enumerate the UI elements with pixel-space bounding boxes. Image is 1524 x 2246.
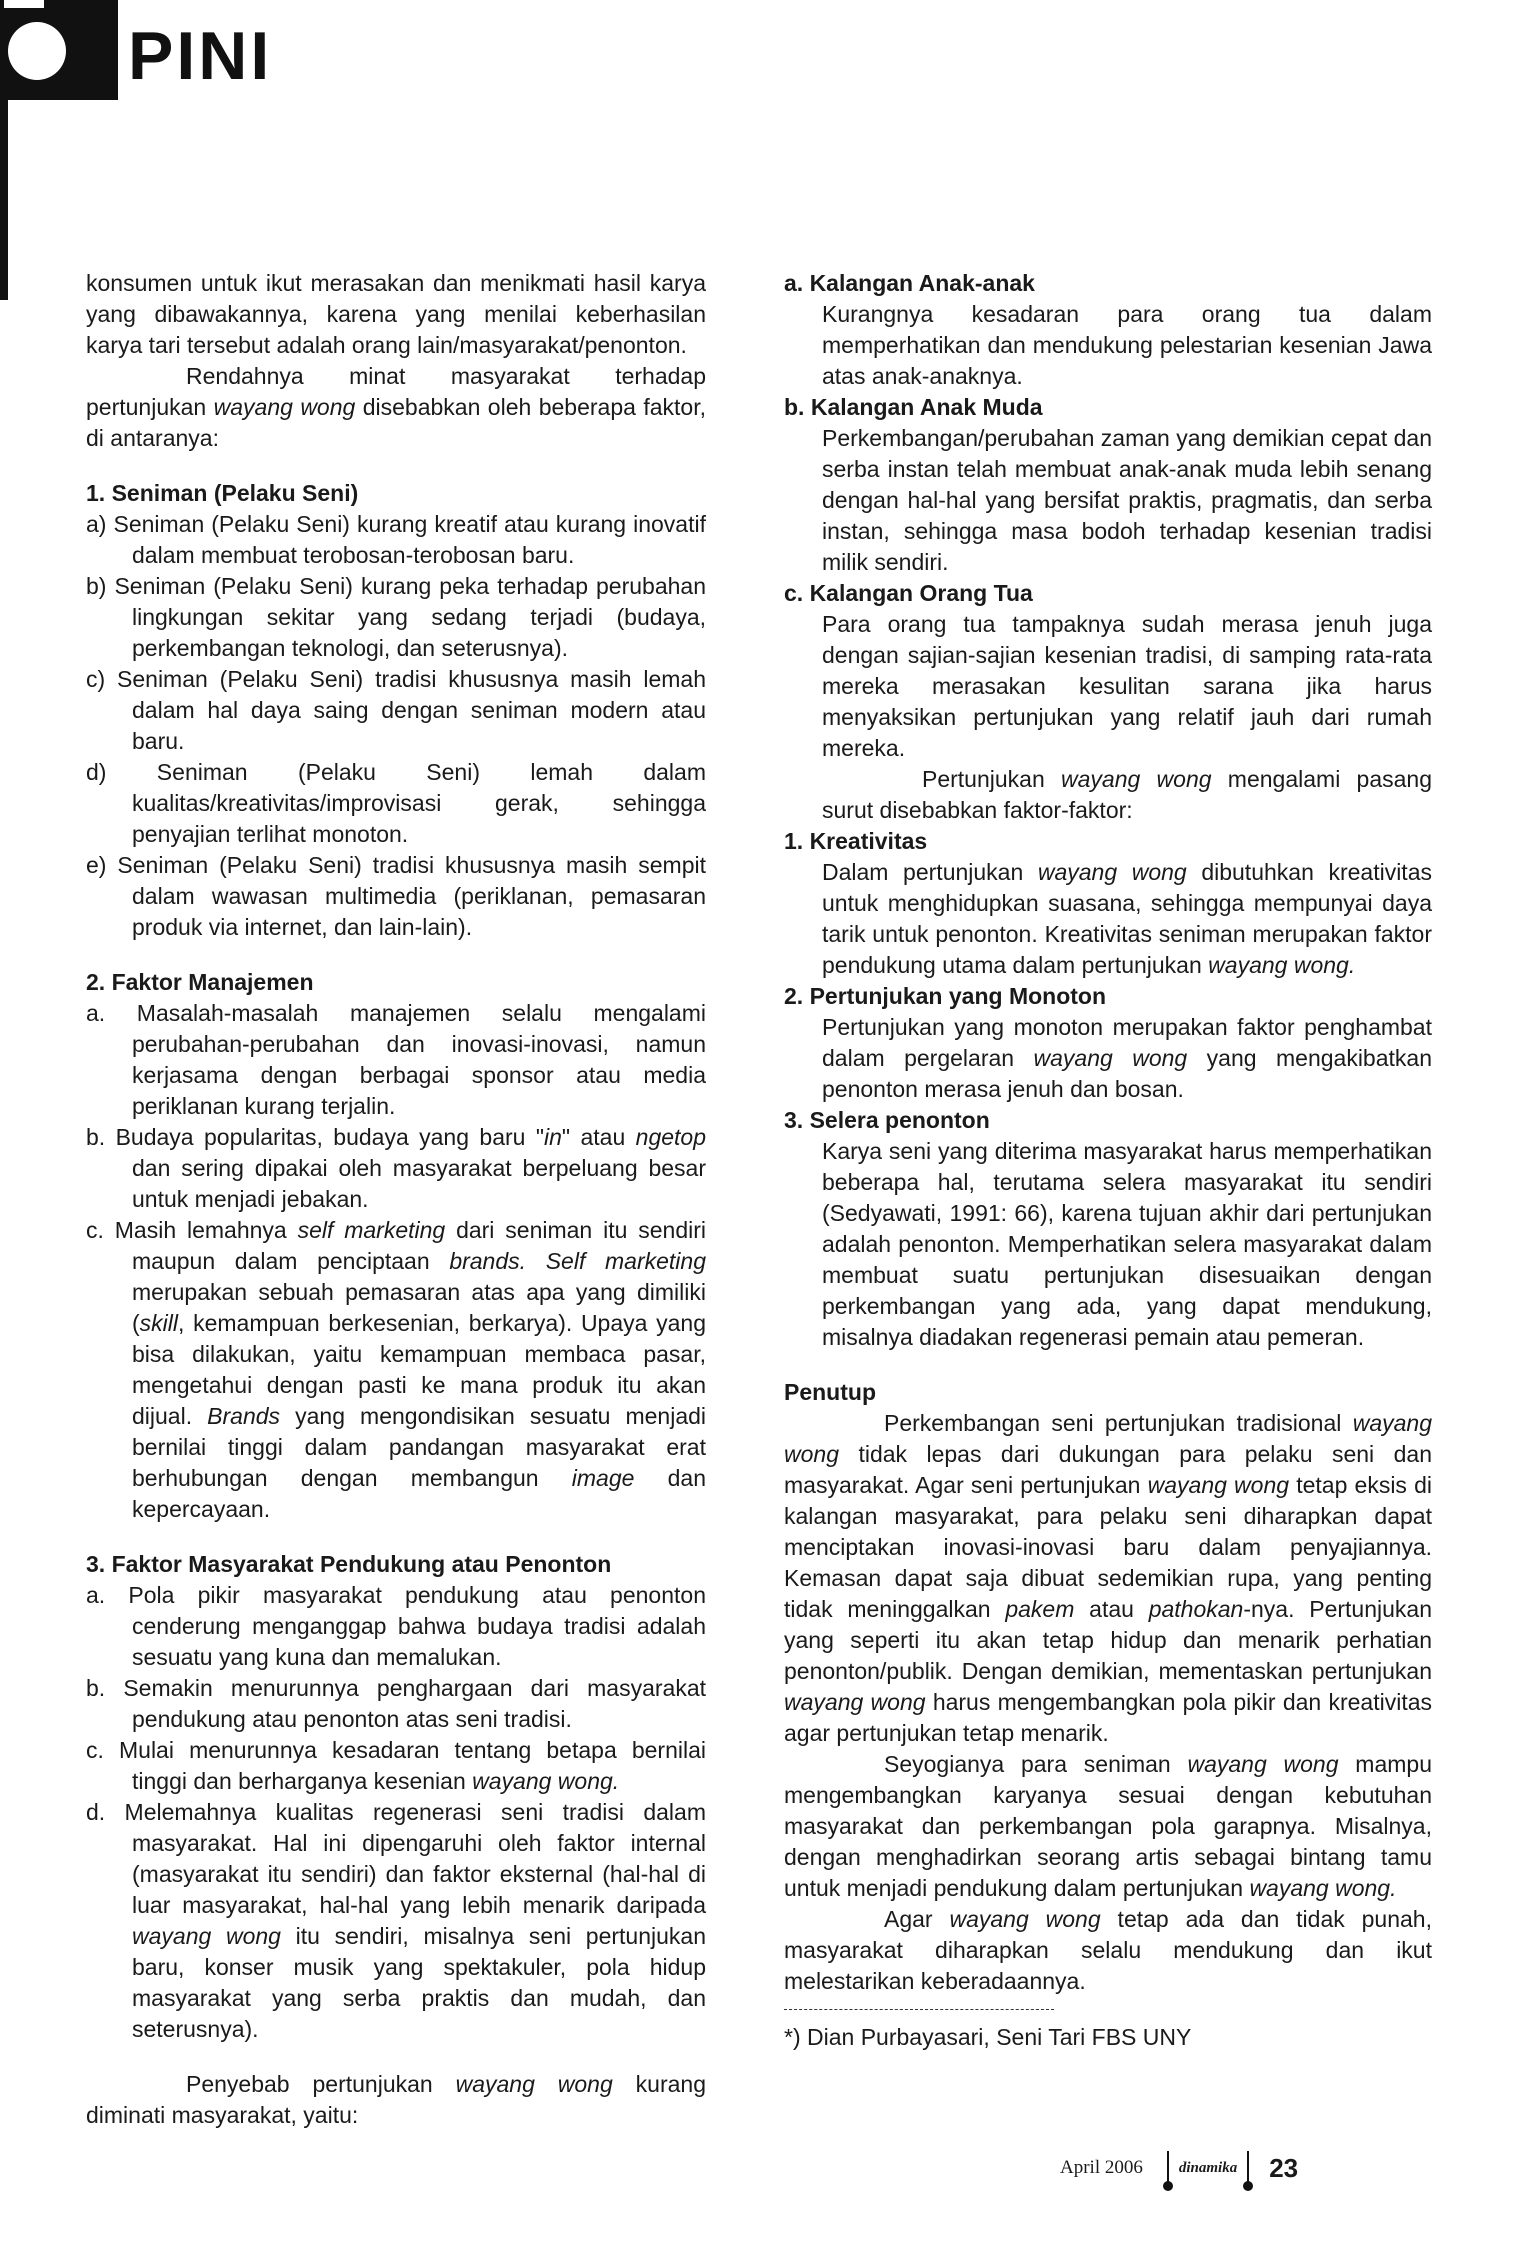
list-item: a) Seniman (Pelaku Seni) kurang kreatif atau kurang inovatif dalam membuat terobosan-terobosan baru. bbox=[86, 511, 706, 568]
page-footer bbox=[1060, 2148, 1298, 2188]
section-heading: 3. Faktor Masyarakat Pendukung atau Penonton bbox=[86, 1551, 612, 1577]
section-logo bbox=[0, 0, 118, 100]
page-number: 23 bbox=[1269, 2152, 1299, 2183]
list-item: c) Seniman (Pelaku Seni) tradisi khususnya masih lemah dalam hal daya saing dengan seniman modern atau baru. bbox=[86, 666, 706, 754]
left-column bbox=[86, 268, 706, 2131]
section-heading: 2. Faktor Manajemen bbox=[86, 969, 314, 995]
subsection-heading: 3. Selera penonton bbox=[784, 1107, 990, 1133]
paragraph: Dalam pertunjukan wayang wong dibutuhkan kreativitas untuk menghidupkan suasana, sehingga mempunyai daya tarik untuk penonton. Kreativitas seniman merupakan faktor pendukung utama dalam pertunjukan wayang wong. bbox=[822, 859, 1432, 978]
paragraph: Agar wayang wong tetap ada dan tidak punah, masyarakat diharapkan selalu mendukung dan ikut melestarikan keberadaannya. bbox=[784, 1906, 1432, 1994]
paragraph: konsumen untuk ikut merasakan dan menikmati hasil karya yang dibawakannya, karena yang menilai keberhasilan karya tari tersebut adalah orang lain/masyarakat/penonton. bbox=[86, 270, 706, 358]
magazine-name: dinamika bbox=[1178, 2159, 1238, 2176]
logo-circle-icon bbox=[8, 22, 66, 80]
right-column bbox=[784, 268, 1432, 2053]
paragraph: Pertunjukan yang monoton merupakan faktor penghambat dalam pergelaran wayang wong yang mengakibatkan penonton merasa jenuh dan bosan. bbox=[822, 1014, 1432, 1102]
list-item: a. Pola pikir masyarakat pendukung atau penonton cenderung menganggap bahwa budaya tradisi adalah sesuatu yang kuna dan memalukan. bbox=[86, 1582, 706, 1670]
section-title: PINI bbox=[128, 18, 273, 94]
paragraph: Perkembangan/perubahan zaman yang demikian cepat dan serba instan telah membuat anak-anak muda lebih senang dengan hal-hal yang bersifat praktis, pragmatis, dan serba instan, sehingga masa bodoh terhadap kesenian tradisi milik sendiri. bbox=[822, 425, 1432, 575]
list-item: d) Seniman (Pelaku Seni) lemah dalam kualitas/kreativitas/improvisasi gerak, sehingga penyajian terlihat monoton. bbox=[86, 759, 706, 847]
issue-date: April 2006 bbox=[1060, 2157, 1143, 2178]
subsection-heading: 2. Pertunjukan yang Monoton bbox=[784, 983, 1107, 1009]
list-item: d. Melemahnya kualitas regenerasi seni tradisi dalam masyarakat. Hal ini dipengaruhi oleh faktor internal (masyarakat itu sendiri) dan faktor eksternal (hal-hal di luar masyarakat, hal-hal yang lebih menarik daripada wayang wong itu sendiri, misalnya seni pertunjukan baru, konser musik yang spektakuler, pola hidup masyarakat yang serba praktis dan mudah, dan seterusnya). bbox=[86, 1799, 706, 2042]
paragraph: Rendahnya minat masyarakat terhadap pertunjukan wayang wong disebabkan oleh beberapa faktor, di antaranya: bbox=[86, 363, 706, 451]
subsection-heading: c. Kalangan Orang Tua bbox=[784, 580, 1033, 606]
list-item: c. Masih lemahnya self marketing dari seniman itu sendiri maupun dalam penciptaan brands. Self marketing merupakan sebuah pemasaran atas apa yang dimiliki (skill, kemampuan berkesenian, berkarya). Upaya yang bisa dilakukan, yaitu kemampuan membaca pasar, mengetahui dengan pasti ke mana produk itu akan dijual. Brands yang mengondisikan sesuatu menjadi bernilai tinggi dalam pandangan masyarakat erat berhubungan dengan membangun image dan kepercayaan. bbox=[86, 1217, 707, 1522]
list-item: b. Budaya popularitas, budaya yang baru "in" atau ngetop dan sering dipakai oleh masyarakat berpeluang besar untuk menjadi jebakan. bbox=[86, 1124, 707, 1212]
subsection-heading: a. Kalangan Anak-anak bbox=[784, 270, 1035, 296]
footnote: *) Dian Purbayasari, Seni Tari FBS UNY bbox=[784, 2024, 1192, 2050]
paragraph: Karya seni yang diterima masyarakat harus memperhatikan beberapa hal, terutama selera masyarakat itu sendiri (Sedyawati, 1991: 66), karena tujuan akhir dari pertunjukan adalah penonton. Memperhatikan selera masyarakat dalam membuat suatu pertunjukan disesuaikan dengan perkembangan yang ada, yang dapat mendukung, misalnya diadakan regenerasi pemain atau pemeran. bbox=[822, 1138, 1432, 1350]
paragraph: Pertunjukan wayang wong mengalami pasang surut disebabkan faktor-faktor: bbox=[822, 766, 1433, 823]
paragraph: Penyebab pertunjukan wayang wong kurang diminati masyarakat, yaitu: bbox=[86, 2071, 706, 2128]
paragraph: Kurangnya kesadaran para orang tua dalam memperhatikan dan mendukung pelestarian kesenian Jawa atas anak-anaknya. bbox=[822, 301, 1432, 389]
paragraph: Perkembangan seni pertunjukan tradisional wayang wong tidak lepas dari dukungan para pelaku seni dan masyarakat. Agar seni pertunjukan wayang wong tetap eksis di kalangan masyarakat, para pelaku seni diharapkan dapat menciptakan inovasi-inovasi baru dalam penyajiannya. Kemasan dapat saja dibuat sedemikian rupa, yang penting tidak meninggalkan pakem atau pathokan-nya. Pertunjukan yang seperti itu akan tetap hidup dan menarik perhatian penonton/publik. Dengan demikian, mementaskan pertunjukan wayang wong harus mengembangkan pola pikir dan kreativitas agar pertunjukan tetap menarik. bbox=[784, 1410, 1433, 1746]
section-heading: Penutup bbox=[784, 1379, 876, 1405]
footnote-rule bbox=[784, 2009, 1054, 2010]
list-item: b) Seniman (Pelaku Seni) kurang peka terhadap perubahan lingkungan sekitar yang sedang terjadi (budaya, perkembangan teknologi, dan seterusnya). bbox=[86, 573, 706, 661]
logo-notch bbox=[4, 0, 44, 8]
subsection-heading: b. Kalangan Anak Muda bbox=[784, 394, 1043, 420]
paragraph: Seyogianya para seniman wayang wong mampu mengembangkan karyanya sesuai dengan kebutuhan masyarakat dan perkembangan pola garapnya. Misalnya, dengan menghadirkan seorang artis sebagai bintang tamu untuk menjadi pendukung dalam pertunjukan wayang wong. bbox=[784, 1751, 1432, 1901]
list-item: c. Mulai menurunnya kesadaran tentang betapa bernilai tinggi dan berharganya kesenian wayang wong. bbox=[86, 1737, 706, 1794]
list-item: b. Semakin menurunnya penghargaan dari masyarakat pendukung atau penonton atas seni tradisi. bbox=[86, 1675, 706, 1732]
paragraph: Para orang tua tampaknya sudah merasa jenuh juga dengan sajian-sajian kesenian tradisi, di samping rata-rata mereka merasakan kesulitan sarana jika harus menyaksikan pertunjukan yang relatif jauh dari rumah mereka. bbox=[822, 611, 1432, 761]
subsection-heading: 1. Kreativitas bbox=[784, 828, 928, 854]
footer-divider-icon bbox=[1167, 2151, 1169, 2185]
list-item: a. Masalah-masalah manajemen selalu mengalami perubahan-perubahan dan inovasi-inovasi, namun kerjasama dengan berbagai sponsor atau media periklanan kurang terjalin. bbox=[86, 1000, 706, 1119]
section-heading: 1. Seniman (Pelaku Seni) bbox=[86, 480, 359, 506]
list-item: e) Seniman (Pelaku Seni) tradisi khususnya masih sempit dalam wawasan multimedia (periklanan, pemasaran produk via internet, dan lain-lain). bbox=[86, 852, 706, 940]
footer-divider-icon bbox=[1247, 2151, 1249, 2185]
